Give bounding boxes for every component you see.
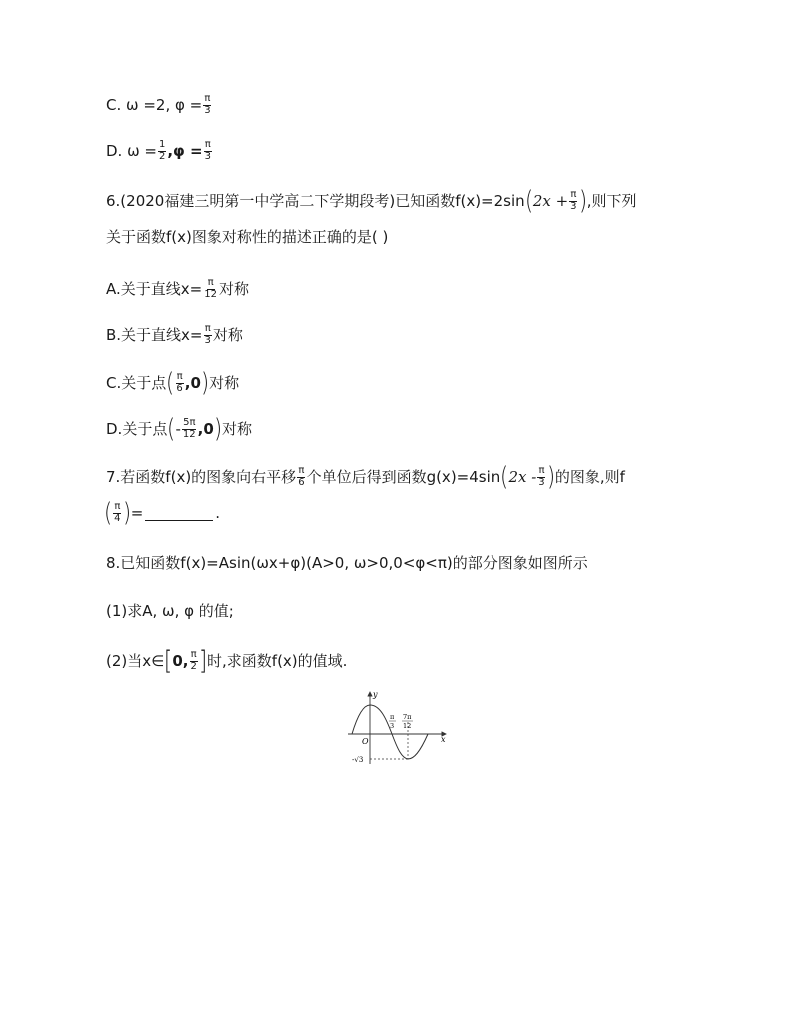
q6-option-b-text: B.关于直线x= (106, 325, 203, 344)
bracket-open: [ (164, 646, 173, 676)
q6-option-d-tail: ,0 (197, 419, 214, 438)
x-label: x (441, 735, 446, 744)
q6-stem-line1 (106, 188, 636, 214)
q7-equals: = (130, 503, 144, 522)
fraction: $\frac{\pi}{3}$ (570, 189, 577, 212)
q6-option-d-suffix: 对称 (221, 419, 252, 438)
q6-option-b-suffix: 对称 (212, 325, 243, 344)
paren-open: ( (104, 498, 113, 528)
fraction: $\frac{5\pi}{12}$ (182, 417, 196, 440)
paren-close: ) (546, 462, 555, 492)
fraction: $\frac{\pi}{12}$ (204, 277, 217, 300)
paren-open: ( (500, 462, 509, 492)
sine-graph (342, 688, 452, 768)
q7-stem-line1 (106, 464, 625, 490)
q8-part2-text: (2)当x∈ (106, 651, 165, 670)
paren-close: ) (213, 414, 222, 444)
q8-part1: (1)求A, ω, φ 的值; (106, 602, 234, 620)
q6-option-d (106, 416, 252, 442)
fraction: $\frac{\pi}{6}$ (298, 465, 305, 488)
tick2-num: 7π (403, 713, 412, 721)
tick1-num: π (390, 713, 395, 721)
option-d-mid: ,φ = (167, 141, 203, 160)
q8-part2-tail: 时,求函数f(x)的值域. (207, 651, 348, 670)
tick1-den: 3 (390, 722, 395, 730)
paren-open: ( (524, 186, 533, 216)
q7-arg: 2x - (508, 467, 537, 486)
q8-interval-left: 0, (172, 651, 189, 670)
q6-stem-line2: 关于函数f(x)图象对称性的描述正确的是( ) (106, 228, 389, 246)
option-c (106, 94, 213, 116)
q6-option-c-tail: ,0 (184, 373, 201, 392)
q6-option-c-text: C.关于点 (106, 373, 167, 392)
q8-part2 (106, 648, 347, 674)
fraction: $\frac{\pi}{3}$ (538, 465, 545, 488)
paren-close: ) (200, 368, 210, 398)
q6-text: 6.(2020福建三明第一中学高二下学期段考)已知函数f(x)=2sin (106, 191, 525, 210)
bracket-close: ] (198, 646, 208, 676)
q6-option-c (106, 370, 239, 396)
answer-blank[interactable] (145, 506, 213, 521)
q7-text-mid: 个单位后得到函数g(x)=4sin (306, 467, 501, 486)
q6-option-d-sign: - (175, 419, 181, 438)
min-label: -√3 (352, 756, 364, 764)
q6-option-c-suffix: 对称 (209, 373, 240, 392)
tick2-den: 12 (403, 722, 412, 730)
paren-close: ) (578, 186, 587, 216)
fraction: $\frac{\pi}{2}$ (190, 649, 197, 672)
paren-open: ( (167, 414, 176, 444)
option-d-text: D. ω = (106, 141, 157, 160)
fraction: $\frac{\pi}{3}$ (204, 323, 211, 346)
option-c-text: C. ω =2, φ = (106, 95, 203, 114)
fraction: $\frac{\pi}{3}$ (204, 139, 211, 162)
q6-option-b (106, 324, 243, 346)
q6-option-a (106, 278, 249, 300)
q7-period: . (215, 503, 221, 522)
q6-arg: 2x + (532, 191, 569, 210)
fraction: $\frac{1}{2}$ (158, 139, 166, 162)
q7-text: 7.若函数f(x)的图象向右平移 (106, 467, 297, 486)
y-label: y (373, 690, 378, 699)
fraction: $\frac{\pi}{4}$ (114, 501, 121, 524)
fraction: $\frac{\pi}{6}$ (176, 371, 183, 394)
origin-label: O (362, 737, 369, 746)
q7-text-tail: 的图象,则f (554, 467, 625, 486)
q7-stem-line2 (104, 500, 220, 526)
q6-option-a-suffix: 对称 (218, 279, 249, 298)
option-d (106, 140, 213, 162)
fraction: $\frac{\pi}{3}$ (204, 93, 211, 116)
q6-option-d-text: D.关于点 (106, 419, 168, 438)
q6-option-a-text: A.关于直线x= (106, 279, 203, 298)
paren-close: ) (122, 498, 131, 528)
q8-stem: 8.已知函数f(x)=Asin(ωx+φ)(A>0, ω>0,0<φ<π)的部分图象如图所示 (106, 554, 588, 572)
paren-open: ( (166, 368, 175, 398)
q6-text-tail: ,则下列 (586, 191, 637, 210)
